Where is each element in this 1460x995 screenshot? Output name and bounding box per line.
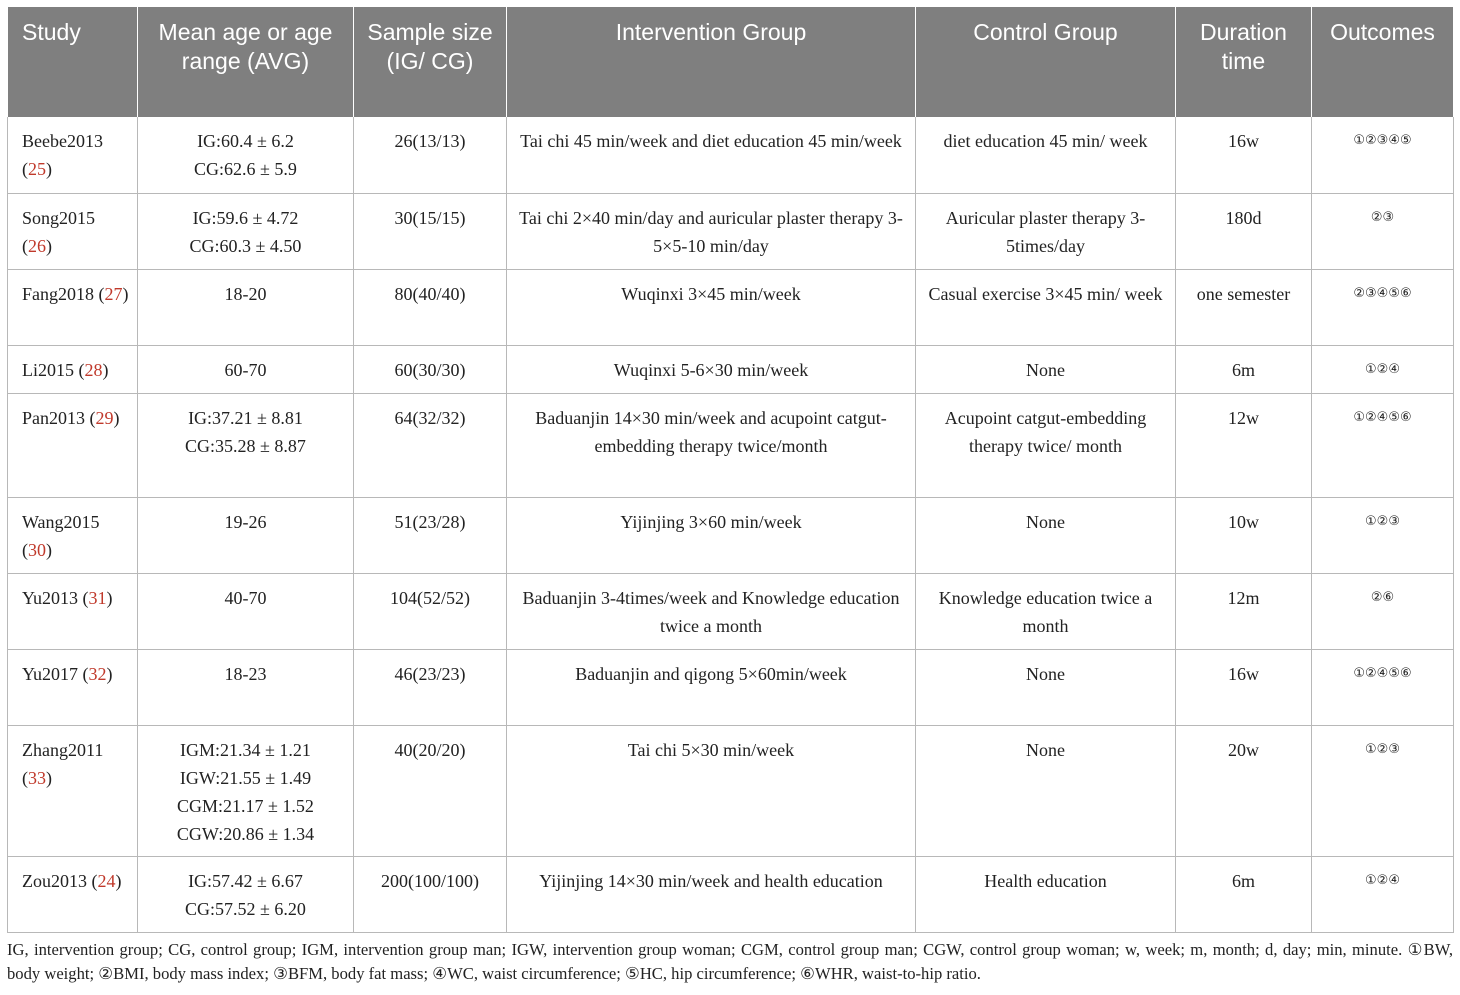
cell-duration: 16w [1176, 649, 1312, 725]
cell-outcomes: ①②④⑤⑥ [1312, 649, 1454, 725]
reference-link[interactable]: 33 [28, 767, 46, 788]
cell-duration: 6m [1176, 856, 1312, 932]
cell-study: Song2015 (26) [8, 193, 138, 269]
cell-intervention: Yijinjing 3×60 min/week [507, 497, 916, 573]
cell-intervention: Baduanjin and qigong 5×60min/week [507, 649, 916, 725]
cell-study: Fang2018 (27) [8, 269, 138, 345]
study-name: Song2015 [22, 207, 96, 228]
cell-control: None [916, 497, 1176, 573]
cell-outcomes: ①②③ [1312, 725, 1454, 856]
cell-outcomes: ②⑥ [1312, 573, 1454, 649]
age-line: CG:62.6 ± 5.9 [194, 159, 297, 179]
study-name: Wang2015 [22, 511, 100, 532]
age-line: CGM:21.17 ± 1.52 [177, 795, 314, 816]
cell-study: Wang2015 (30) [8, 497, 138, 573]
cell-duration: 16w [1176, 117, 1312, 193]
cell-control: None [916, 649, 1176, 725]
header-study: Study [8, 7, 138, 117]
cell-intervention: Yijinjing 14×30 min/week and health education [507, 856, 916, 932]
study-name: Yu2017 [22, 663, 79, 684]
study-name: Yu2013 [22, 587, 79, 608]
cell-study: Pan2013 (29) [8, 393, 138, 497]
cell-age [138, 573, 354, 649]
cell-duration: 12w [1176, 393, 1312, 497]
age-line: IGM:21.34 ± 1.21 [180, 739, 311, 760]
reference-link[interactable]: 30 [28, 539, 46, 560]
cell-control: Auricular plaster therapy 3-5times/day [916, 193, 1176, 269]
header-intervention-group: Intervention Group [507, 7, 916, 117]
cell-duration: 180d [1176, 193, 1312, 269]
cell-sample-size: 80(40/40) [354, 269, 507, 345]
cell-intervention: Baduanjin 14×30 min/week and acupoint catgut-embedding therapy twice/month [507, 393, 916, 497]
age-line: 19-26 [224, 511, 267, 532]
cell-intervention: Tai chi 2×40 min/day and auricular plaster therapy 3-5×5-10 min/day [507, 193, 916, 269]
reference-link[interactable]: 28 [84, 359, 103, 380]
study-name: Li2015 [22, 359, 74, 380]
reference-link[interactable]: 26 [28, 235, 46, 256]
cell-outcomes: ②③ [1312, 193, 1454, 269]
reference-link[interactable]: 29 [95, 407, 114, 428]
table-row [8, 649, 1454, 725]
cell-sample-size: 46(23/23) [354, 649, 507, 725]
cell-sample-size: 51(23/28) [354, 497, 507, 573]
age-line: 40-70 [224, 587, 267, 608]
cell-intervention: Wuqinxi 5-6×30 min/week [507, 345, 916, 393]
table-row [8, 345, 1454, 393]
cell-intervention: Baduanjin 3-4times/week and Knowledge education twice a month [507, 573, 916, 649]
cell-age [138, 725, 354, 856]
cell-intervention: Tai chi 45 min/week and diet education 45 min/week [507, 117, 916, 193]
table-row [8, 856, 1454, 932]
cell-sample-size: 40(20/20) [354, 725, 507, 856]
study-name: Beebe2013 [22, 131, 103, 151]
cell-outcomes: ①②④ [1312, 345, 1454, 393]
reference-link[interactable]: 32 [88, 663, 107, 684]
age-line: IG:60.4 ± 6.2 [197, 131, 294, 151]
cell-age [138, 117, 354, 193]
cell-duration: 10w [1176, 497, 1312, 573]
cell-study: Beebe2013 (25) [8, 117, 138, 193]
cell-duration: 20w [1176, 725, 1312, 856]
study-table-container [7, 7, 1453, 933]
age-line: 18-20 [224, 283, 267, 304]
age-line: CG:60.3 ± 4.50 [189, 235, 302, 256]
age-line: IG:59.6 ± 4.72 [192, 207, 299, 228]
age-line: 18-23 [224, 663, 267, 684]
table-row [8, 497, 1454, 573]
table-row [8, 573, 1454, 649]
cell-control: diet education 45 min/ week [916, 117, 1176, 193]
cell-outcomes: ①②④ [1312, 856, 1454, 932]
cell-age [138, 856, 354, 932]
reference-link[interactable]: 25 [28, 159, 46, 179]
cell-study: Yu2017 (32) [8, 649, 138, 725]
cell-age [138, 393, 354, 497]
cell-outcomes: ①②④⑤⑥ [1312, 393, 1454, 497]
cell-study: Zhang2011 (33) [8, 725, 138, 856]
table-row [8, 117, 1454, 193]
age-line: IG:37.21 ± 8.81 [188, 407, 303, 428]
age-line: IG:57.42 ± 6.67 [188, 870, 303, 891]
cell-outcomes: ②③④⑤⑥ [1312, 269, 1454, 345]
cell-age [138, 345, 354, 393]
cell-sample-size: 64(32/32) [354, 393, 507, 497]
cell-outcomes: ①②③ [1312, 497, 1454, 573]
cell-intervention: Wuqinxi 3×45 min/week [507, 269, 916, 345]
cell-age [138, 497, 354, 573]
reference-link[interactable]: 31 [88, 587, 107, 608]
cell-outcomes: ①②③④⑤ [1312, 117, 1454, 193]
age-line: CGW:20.86 ± 1.34 [176, 823, 315, 844]
reference-link[interactable]: 24 [97, 870, 116, 891]
table-row [8, 393, 1454, 497]
cell-age [138, 649, 354, 725]
cell-sample-size: 104(52/52) [354, 573, 507, 649]
table-row [8, 269, 1454, 345]
table-row [8, 725, 1454, 856]
table-row [8, 193, 1454, 269]
age-line: CG:35.28 ± 8.87 [185, 435, 306, 456]
cell-age [138, 269, 354, 345]
age-line: IGW:21.55 ± 1.49 [179, 767, 312, 788]
table-body [8, 117, 1454, 932]
cell-sample-size: 30(15/15) [354, 193, 507, 269]
study-characteristics-table [7, 7, 1454, 933]
cell-duration: 6m [1176, 345, 1312, 393]
cell-sample-size: 26(13/13) [354, 117, 507, 193]
cell-control: Knowledge education twice a month [916, 573, 1176, 649]
header-control-group: Control Group [916, 7, 1176, 117]
header-duration-time: Duration time [1176, 7, 1312, 117]
cell-study: Yu2013 (31) [8, 573, 138, 649]
cell-study: Li2015 (28) [8, 345, 138, 393]
cell-control: None [916, 345, 1176, 393]
cell-study: Zou2013 (24) [8, 856, 138, 932]
cell-control: Health education [916, 856, 1176, 932]
cell-control: Casual exercise 3×45 min/ week [916, 269, 1176, 345]
cell-sample-size: 60(30/30) [354, 345, 507, 393]
age-line: CG:57.52 ± 6.20 [185, 898, 306, 919]
cell-control: Acupoint catgut-embedding therapy twice/ month [916, 393, 1176, 497]
study-name: Zou2013 [22, 870, 87, 891]
cell-intervention: Tai chi 5×30 min/week [507, 725, 916, 856]
header-outcomes: Outcomes [1312, 7, 1454, 117]
header-age: Mean age or age range (AVG) [138, 7, 354, 117]
reference-link[interactable]: 27 [104, 283, 123, 304]
cell-duration: 12m [1176, 573, 1312, 649]
age-line: 60-70 [224, 359, 267, 380]
cell-duration: one semester [1176, 269, 1312, 345]
cell-control: None [916, 725, 1176, 856]
table-header-row [8, 7, 1454, 117]
study-name: Fang2018 [22, 283, 94, 304]
cell-sample-size: 200(100/100) [354, 856, 507, 932]
header-sample-size: Sample size (IG/ CG) [354, 7, 507, 117]
study-name: Pan2013 [22, 407, 85, 428]
table-footnote: IG, intervention group; CG, control group; IGM, intervention group man; IGW, intervention group woman; CGM, control group man; CGW, control group woman; w, week; m, month; d, day; min, minute. ①BW, body weight; ②BMI, body mass index; ③BFM, body fat mass; ④WC, waist circumference; ⑤HC, hip circumference; ⑥WHR, waist-to-hip ratio. [7, 940, 1453, 983]
cell-age [138, 193, 354, 269]
study-name: Zhang2011 [22, 739, 104, 760]
